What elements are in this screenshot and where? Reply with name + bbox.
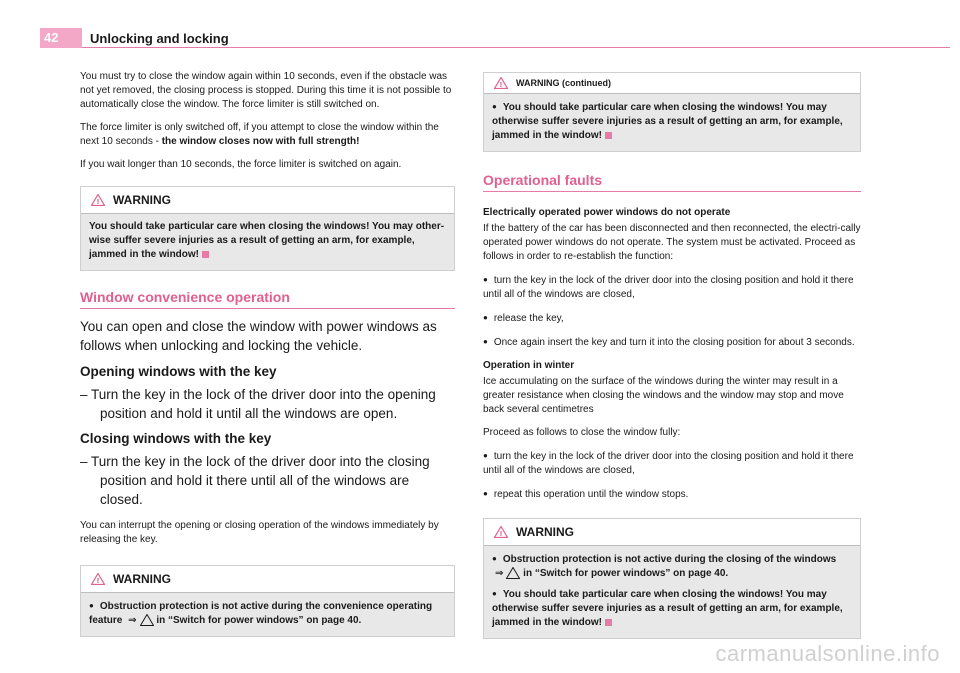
warning-text: You should take particular care when closing the windows! You may otherwise suffer severe injuries as a result of getting an arm, for example, jammed in the window! [492,589,843,628]
warning-triangle-icon [494,77,508,89]
winter-text: Ice accumulating on the surface of the windows during the winter may result in a greater resistance when closing the windows and the window may stop and move back several centimetres [483,376,844,415]
closing-step: – Turn the key in the lock of the driver door into the closing position and hold it there until all of the windows are closed. [80,454,430,507]
full-strength-note: the window closes now with full strength! [161,136,360,147]
header-rule [82,47,950,48]
paragraph-retry: You must try to close the window again within 10 seconds, even if the obstacle was not yet removed, the closing process is stopped. During this time it is not possible to automatically close the window. The force limiter is still switched on. [80,71,452,110]
warning-bullet [89,599,446,628]
warning-header [484,519,860,546]
warning-text: You should take particular care when closing the windows! You may otherwise suffer severe injuries as a result of getting an arm, for example, jammed in the window! [492,102,843,141]
warning-text: You should take particular care when closing the windows! You may other-wise suffer severe injuries as a result of getting an arm, for example, jammed in the window! [89,221,445,260]
closing-heading: Closing windows with the key [80,431,272,446]
warning-bullet [492,552,852,581]
bullet-item: ● turn the key in the lock of the driver door into the closing position and hold it there until all of the windows are closed, [483,273,861,302]
bullet-item: ● turn the key in the lock of the driver door into the closing position and hold it there until all of the windows are closed, [483,449,861,478]
bullet-item: ● repeat this operation until the window stops. [483,487,861,502]
warning-triangle-icon [494,526,508,538]
end-mark-icon [605,619,612,626]
warning-header [81,187,454,214]
watermark: carmanualsonline.info [715,641,940,666]
warning-text: Obstruction protection is not active during the closing of the windows [502,554,837,565]
warning-box-continued [483,72,861,152]
end-mark-icon [605,132,612,139]
opening-heading: Opening windows with the key [80,364,277,379]
svg-text:!: ! [499,81,503,89]
electric-heading: Electrically operated power windows do not operate [483,207,731,218]
proceed-text: Proceed as follows to close the window fully: [483,427,681,438]
cross-reference-link[interactable]: in “Switch for power windows” on page 40. [156,615,362,626]
warning-body [81,593,454,636]
page-number: 42 [40,28,82,48]
warning-text: Obstruction protection is not active during the convenience operating feature [89,601,433,626]
cross-reference-arrow: ⇒ [495,568,504,579]
svg-text:!: ! [499,530,503,538]
cross-reference-arrow: ⇒ [128,615,137,626]
warning-header [81,566,454,593]
convenience-intro: You can open and close the window with power windows as follows when unlocking and locking the vehicle. [80,319,437,353]
left-column [80,70,455,649]
interrupt-note: You can interrupt the opening or closing operation of the windows immediately by releasing the key. [80,520,439,545]
warning-box-1 [80,186,455,271]
warning-title: WARNING (continued) [516,78,611,88]
warning-body [81,214,454,270]
cross-reference-link[interactable]: in “Switch for power windows” on page 40. [523,568,729,579]
bullet-item: ● release the key, [483,311,861,326]
paragraph-force-limiter-text: The force limiter is only switched off, if you attempt to close the window within the next 10 seconds - [80,122,439,147]
warning-box-2 [80,565,455,637]
warning-bullet [492,100,852,143]
section-title-faults: Operational faults [483,172,861,192]
electric-text: If the battery of the car has been disconnected and then reconnected, the electri-cally operated power windows do not operate. The system must be activated. Proceed as follows in order to re-establish the function: [483,223,861,262]
warning-title: WARNING [113,572,171,586]
opening-step: – Turn the key in the lock of the driver door into the opening position and hold it until all the windows are open. [80,387,436,421]
warning-triangle-icon [506,567,520,579]
paragraph-wait: If you wait longer than 10 seconds, the force limiter is switched on again. [80,159,402,170]
end-mark-icon [202,251,209,258]
warning-triangle-icon [140,614,154,626]
bullet-item: ● Once again insert the key and turn it into the closing position for about 3 seconds. [483,335,861,350]
warning-body [484,546,860,638]
warning-title: WARNING [113,193,171,207]
warning-header [484,73,860,94]
warning-box-3 [483,518,861,639]
warning-triangle-icon [91,573,105,585]
warning-title: WARNING [516,525,574,539]
svg-text:!: ! [96,577,100,585]
warning-body [484,94,860,151]
warning-triangle-icon [91,194,105,206]
right-column [483,72,861,651]
page-header-title: Unlocking and locking [90,31,229,46]
paragraph-force-limiter [80,121,455,149]
section-title-convenience: Window convenience operation [80,289,455,309]
svg-text:!: ! [96,198,100,206]
warning-bullet [492,587,852,630]
winter-heading: Operation in winter [483,360,575,371]
